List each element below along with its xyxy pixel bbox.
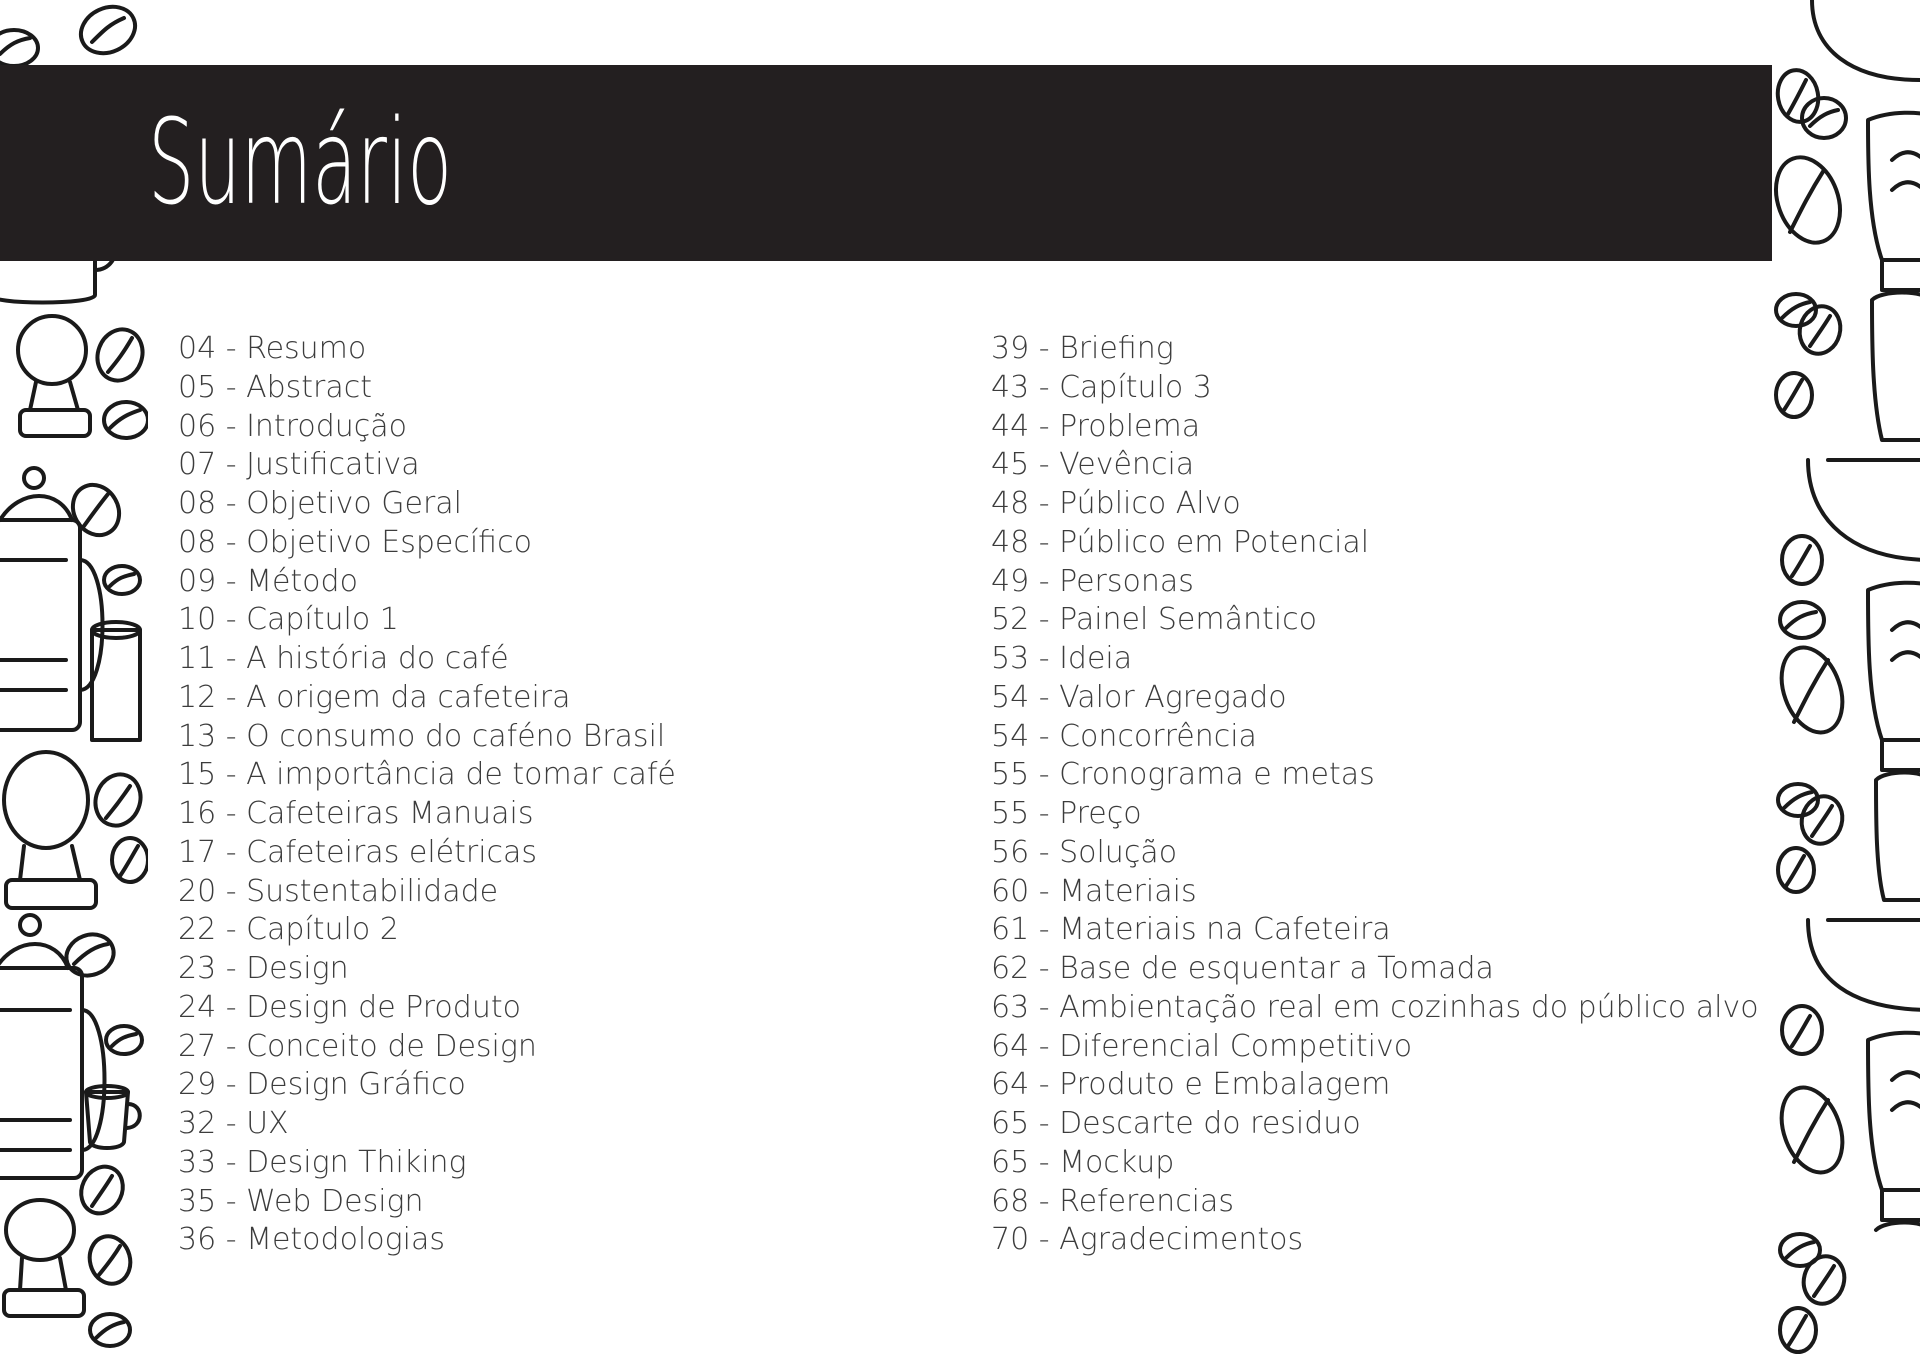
coffee-grinder-icon <box>1868 1033 1920 1358</box>
toc-entry: 04 - Resumo <box>178 331 367 366</box>
toc-entry: 09 - Método <box>178 563 358 599</box>
coffee-bean-icon <box>1780 602 1824 638</box>
coffee-bean-icon <box>104 566 140 594</box>
coffee-bean-icon <box>1782 1006 1822 1054</box>
coffee-bean-icon <box>112 838 148 882</box>
coffee-bean-icon <box>1796 792 1847 849</box>
coffee-bowl-icon <box>1808 920 1920 1010</box>
coffee-bean-icon <box>90 323 148 387</box>
toc-entry: 11 - A história do café <box>178 641 509 676</box>
toc-entry: 56 - Solução <box>991 834 1178 870</box>
coffee-bean-icon <box>1772 148 1851 251</box>
toc-entry: 44 - Problema <box>991 408 1201 444</box>
coffee-bean-icon <box>1794 302 1845 359</box>
toc-entry: 48 - Público em Potencial <box>991 524 1370 560</box>
toc-entry: 45 - Vevência <box>991 447 1195 483</box>
toc-entry: 32 - UX <box>178 1106 289 1141</box>
toc-entry: 53 - Ideia <box>991 641 1133 676</box>
toc-entry: 55 - Cronograma e metas <box>991 757 1375 793</box>
coffee-bowl-icon <box>1808 460 1920 560</box>
coffee-grinder-icon <box>1868 113 1920 440</box>
toc-entry: 36 - Metodologias <box>178 1222 445 1258</box>
toc-entry: 61 - Materiais na Cafeteira <box>991 912 1391 948</box>
toc-entry: 29 - Design Gráfico <box>178 1067 466 1103</box>
page-title: Sumário <box>148 93 453 231</box>
coffee-tamper-icon <box>4 1200 84 1316</box>
toc-entry: 64 - Produto e Embalagem <box>991 1067 1391 1103</box>
toc-entry: 06 - Introdução <box>178 408 408 444</box>
coffee-bowl-icon <box>1812 0 1920 80</box>
coffee-bean-icon <box>0 30 38 66</box>
toc-entry: 60 - Materiais <box>991 873 1197 909</box>
coffee-bean-icon <box>1798 1252 1849 1309</box>
toc-entry: 70 - Agradecimentos <box>991 1222 1304 1258</box>
coffee-bean-icon <box>1772 639 1853 741</box>
right-coffee-doodle-pattern <box>1772 0 1920 1358</box>
toc-entry: 16 - Cafeteiras Manuais <box>178 796 534 831</box>
toc-entry: 08 - Objetivo Geral <box>178 486 463 521</box>
coffee-bean-icon <box>104 402 148 438</box>
toc-entry: 62 - Base de esquentar a Tomada <box>991 951 1494 986</box>
coffee-bean-icon <box>1778 848 1814 892</box>
toc-entry: 68 - Referencias <box>991 1183 1235 1219</box>
coffee-bean-icon <box>61 928 120 982</box>
toc-entry: 55 - Preço <box>991 796 1142 831</box>
coffee-tamper-icon <box>18 316 90 436</box>
toc-entry: 07 - Justificativa <box>178 447 420 483</box>
toc-entry: 23 - Design <box>178 951 349 986</box>
coffee-bean-icon <box>1772 1079 1853 1181</box>
toc-entry: 39 - Briefing <box>991 331 1174 366</box>
toc-entry: 24 - Design de Produto <box>178 989 521 1025</box>
coffee-bean-icon <box>90 1314 130 1346</box>
toc-entry: 17 - Cafeteiras elétricas <box>178 834 538 870</box>
toc-entry: 15 - A importância de tomar café <box>178 757 676 793</box>
toc-entry: 12 - A origem da cafeteira <box>178 679 571 715</box>
toc-entry: 33 - Design Thiking <box>178 1144 467 1180</box>
coffee-tamper-icon <box>4 752 96 908</box>
coffee-bean-icon <box>64 476 128 543</box>
toc-entry: 49 - Personas <box>991 563 1194 599</box>
toc-entry: 05 - Abstract <box>178 369 373 405</box>
toc-entry: 08 - Objetivo Específico <box>178 524 532 560</box>
toc-entry: 48 - Público Alvo <box>991 486 1241 521</box>
toc-entry: 22 - Capítulo 2 <box>178 912 399 948</box>
coffee-bean-icon <box>1780 1308 1816 1352</box>
toc-entry: 10 - Capítulo 1 <box>178 602 399 638</box>
toc-entry: 63 - Ambientação real em cozinhas do público alvo <box>991 989 1759 1025</box>
toc-right-column <box>991 330 1771 1260</box>
coffee-bean-icon <box>1776 373 1812 417</box>
coffee-bean-icon <box>88 768 147 832</box>
coffee-bean-icon <box>1774 67 1822 125</box>
toc-entry: 27 - Conceito de Design <box>178 1028 537 1064</box>
toc-left-column <box>178 330 968 1260</box>
toc-entry: 64 - Diferencial Competitivo <box>991 1028 1413 1064</box>
toc-entry: 20 - Sustentabilidade <box>178 873 499 909</box>
toc-entry: 52 - Painel Semântico <box>991 602 1317 638</box>
toc-entry: 13 - O consumo do caféno Brasil <box>178 718 666 754</box>
coffee-bean-icon <box>84 1232 135 1289</box>
toc-entry: 43 - Capítulo 3 <box>991 369 1212 405</box>
coffee-grinder-icon <box>1868 583 1920 900</box>
coffee-bean-icon <box>1782 536 1822 584</box>
coffee-bean-icon <box>73 0 142 62</box>
coffee-bean-icon <box>106 1026 142 1054</box>
french-press-icon <box>0 468 103 730</box>
toc-entry: 54 - Valor Agregado <box>991 679 1287 715</box>
toc-entry: 35 - Web Design <box>178 1183 424 1219</box>
coffee-can-icon <box>92 622 140 740</box>
toc-entry: 65 - Descarte do residuo <box>991 1106 1361 1141</box>
toc-entry: 54 - Concorrência <box>991 718 1257 754</box>
toc-entry: 65 - Mockup <box>991 1144 1175 1180</box>
